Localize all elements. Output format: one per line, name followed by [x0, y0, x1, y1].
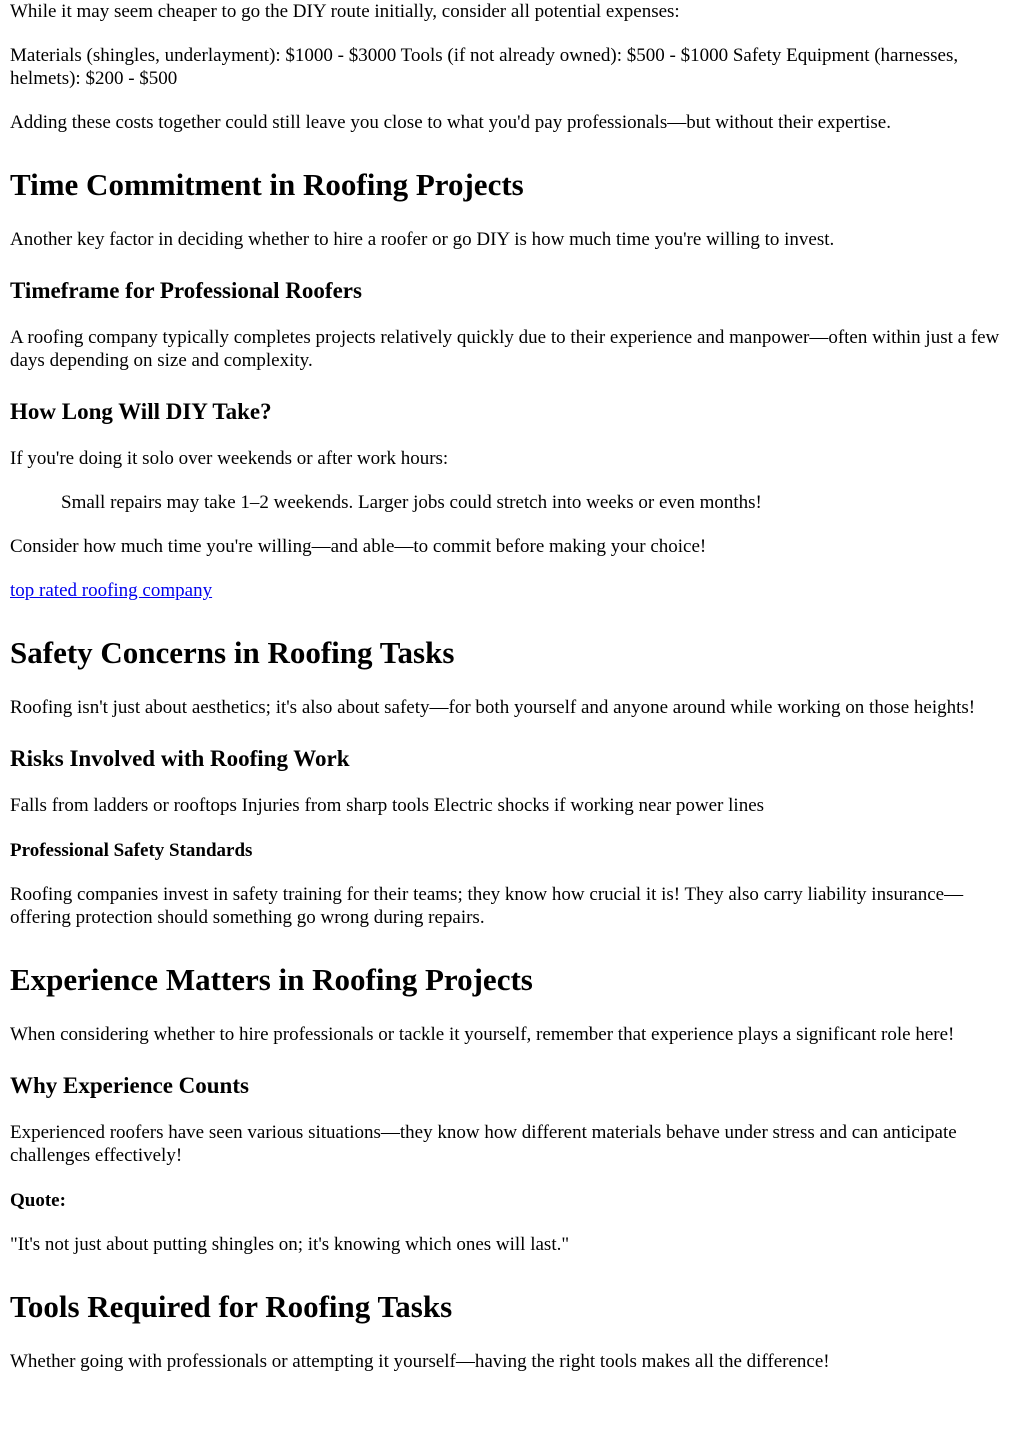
- tools-intro-paragraph: Whether going with professionals or attempting it yourself—having the right tools makes all the difference!: [10, 1351, 830, 1372]
- diy-consider-paragraph: Consider how much time you're willing—and able—to commit before making your choice!: [10, 536, 707, 557]
- quote-label: Quote:: [10, 1190, 66, 1211]
- why-experience-heading: Why Experience Counts: [10, 1073, 249, 1098]
- diy-detail-blockquote: Small repairs may take 1–2 weekends. Larger jobs could stretch into weeks or even months!: [61, 492, 762, 513]
- tools-heading: Tools Required for Roofing Tasks: [10, 1289, 453, 1324]
- safety-standards-heading: Professional Safety Standards: [10, 840, 253, 861]
- cost-list-paragraph: Materials (shingles, underlayment): $1000 - $3000 Tools (if not already owned): $500 - $1000 Safety Equipment (harnesses, helmets): $200 - $500: [10, 45, 959, 89]
- safety-concerns-heading: Safety Concerns in Roofing Tasks: [10, 635, 455, 670]
- risks-list-paragraph: Falls from ladders or rooftops Injuries from sharp tools Electric shocks if working near power lines: [10, 795, 765, 816]
- cost-summary-paragraph: Adding these costs together could still leave you close to what you'd pay professionals—but without their expertise.: [10, 112, 891, 133]
- roofing-company-link[interactable]: top rated roofing company: [10, 580, 213, 601]
- timeframe-heading: Timeframe for Professional Roofers: [10, 278, 362, 303]
- safety-standards-paragraph: Roofing companies invest in safety training for their teams; they know how crucial it is! They also carry liability insurance—offering protection should something go wrong during repairs.: [10, 884, 964, 928]
- quote-paragraph: "It's not just about putting shingles on; it's knowing which ones will last.": [10, 1234, 570, 1255]
- diy-duration-heading: How Long Will DIY Take?: [10, 399, 272, 424]
- why-experience-paragraph: Experienced roofers have seen various situations—they know how different materials behave under stress and can anticipate challenges effectively!: [10, 1122, 957, 1166]
- safety-intro-paragraph: Roofing isn't just about aesthetics; it's also about safety—for both yourself and anyone around while working on those heights!: [10, 697, 976, 718]
- time-commitment-heading: Time Commitment in Roofing Projects: [10, 167, 524, 202]
- link-paragraph: [10, 579, 1014, 602]
- timeframe-paragraph: A roofing company typically completes projects relatively quickly due to their experience and manpower—often within just a few days depending on size and complexity.: [10, 327, 1000, 371]
- diy-intro-paragraph: If you're doing it solo over weekends or after work hours:: [10, 448, 449, 469]
- experience-heading: Experience Matters in Roofing Projects: [10, 962, 533, 997]
- costs-intro-paragraph: While it may seem cheaper to go the DIY route initially, consider all potential expenses:: [10, 1, 680, 22]
- experience-intro-paragraph: When considering whether to hire professionals or tackle it yourself, remember that experience plays a significant role here!: [10, 1024, 955, 1045]
- time-intro-paragraph: Another key factor in deciding whether to hire a roofer or go DIY is how much time you're willing to invest.: [10, 229, 835, 250]
- risks-heading: Risks Involved with Roofing Work: [10, 746, 350, 771]
